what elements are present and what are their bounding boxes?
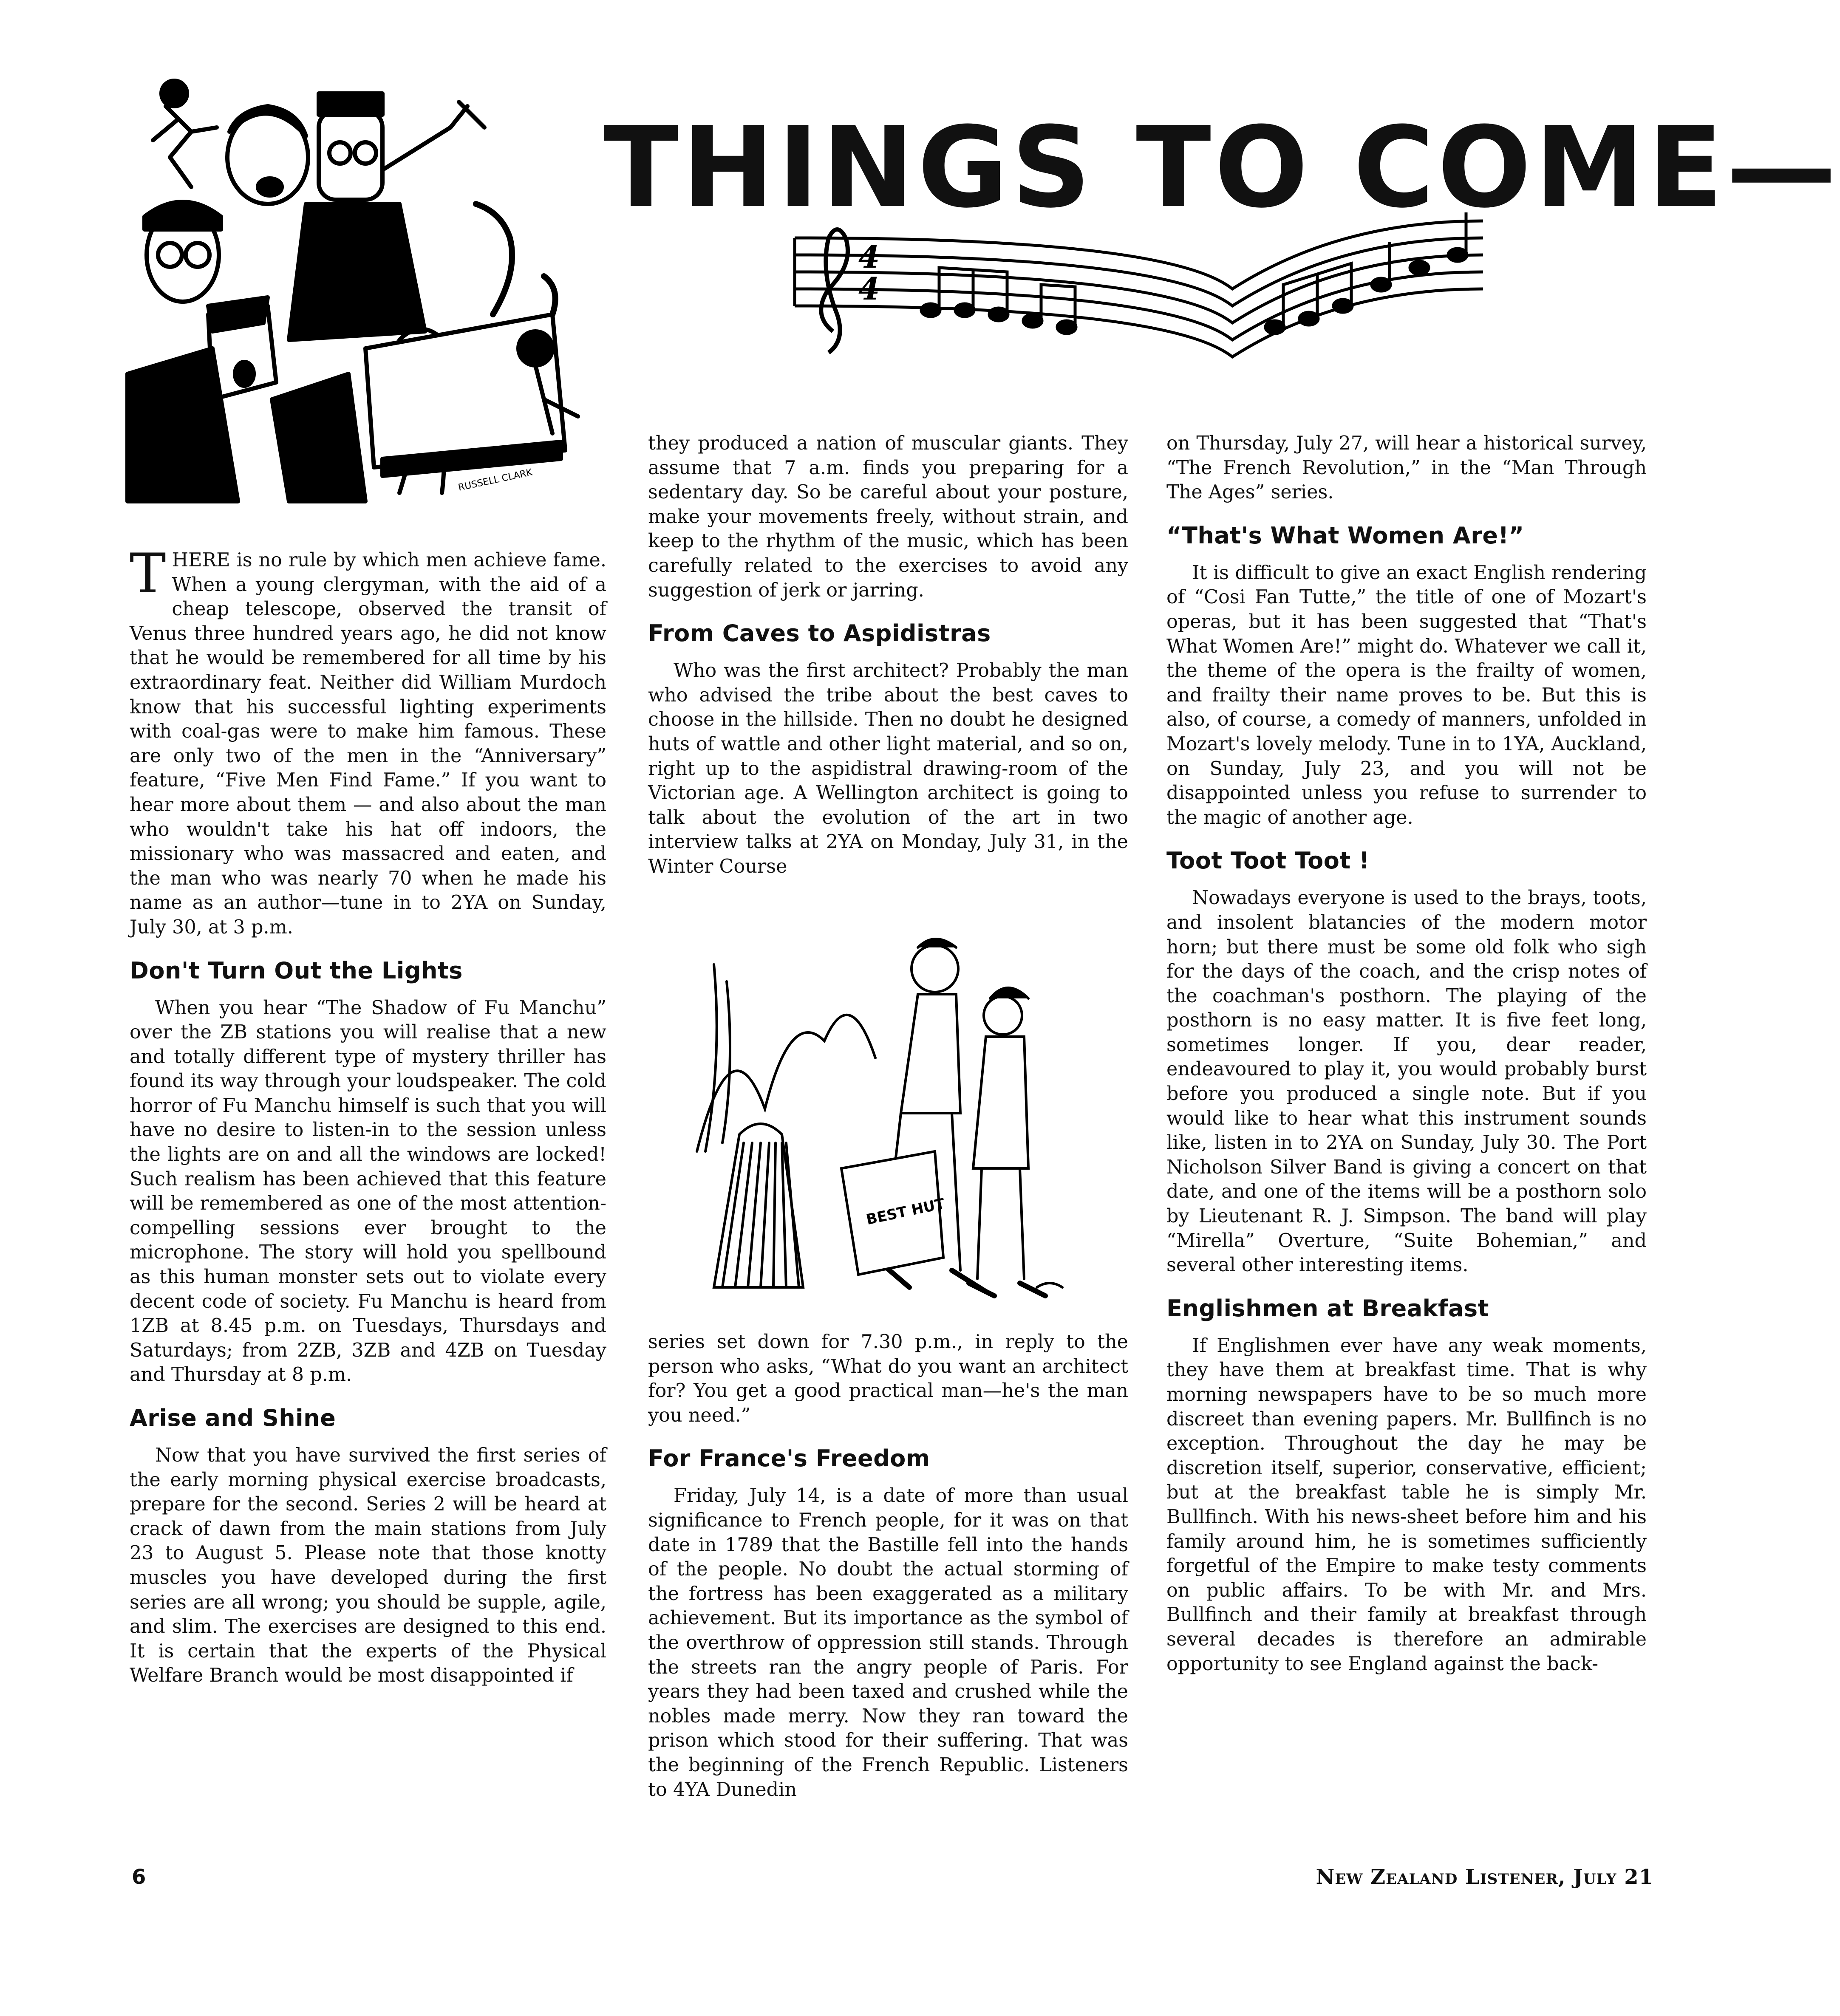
paragraph-continued-france: on Thursday, July 27, will hear a historical survey, “The French Revolution,” in the “Man Through The Ages” series. [1166, 433, 1647, 503]
heading-lights: Don't Turn Out the Lights [130, 957, 463, 984]
heading-caves: From Caves to Aspidistras [648, 620, 991, 647]
column-2-lower [648, 1330, 1128, 1802]
music-staff-illustration [786, 212, 1636, 382]
paragraph-france: Friday, July 14, is a date of more than usual significance to French people, for it was on that date in 1789 that the Bastille fell into the hands of the people. No doubt the actual storming of the fortress has been exaggerated as a military achievement. But its importance as the symbol of the overthrow of oppression still stands. Through the streets ran the angry people of Paris. For years they had been taxed and crushed while the nobles made merry. Now they ran toward the prison which stood for their suffering. That was the beginning of the French Republic. Listeners to 4YA Dunedin [648, 1485, 1128, 1801]
paragraph-women: It is difficult to give an exact English rendering of “Cosi Fan Tutte,” the title of one of Mozart's operas, but it has been suggested that “That's What Women Are!” might do. Whatever we call it, the theme of the opera is the frailty of women, and frailty their name proves to be. But this is also, of course, a comedy of manners, unfolded in Mozart's lovely melody. Tune in to 1YA, Auckland, on Sunday, July 23, and you will not be disappointed unless you refuse to surrender to the magic of another age. [1166, 562, 1647, 828]
heading-toot: Toot Toot Toot ! [1166, 847, 1370, 874]
time-signature-top: 4 [858, 239, 880, 275]
heading-english: Englishmen at Breakfast [1166, 1295, 1489, 1322]
paragraph-lights: When you hear “The Shadow of Fu Manchu” over the ZB stations you will realise that a new and totally different type of mystery thriller has found its way through your loudspeaker. The cold horror of Fu Manchu himself is such that you will have no desire to listen-in to the session unless the lights are on and all the windows are locked! Such realism has been achieved that this feature will be remembered as one of the most attention-compelling sessions ever brought to the microphone. The story will hold you spellbound as this human monster sets out to violate every decent code of society. Fu Manchu is heard from 1ZB at 8.45 p.m. on Tuesdays, Thursdays and Saturdays; from 2ZB, 3ZB and 4ZB on Tuesday and Thursday at 8 p.m. [130, 997, 606, 1386]
paragraph-continued-caves: series set down for 7.30 p.m., in reply to the person who asks, “What do you want an architect for? You get a good practical man—he's the man you need.” [648, 1331, 1128, 1426]
heading-france: For France's Freedom [648, 1445, 930, 1472]
cave-people-illustration [697, 930, 1079, 1309]
hut-sign-text: BEST HUT [864, 1195, 946, 1229]
drop-cap: T [130, 542, 166, 605]
paragraph-continued-arise: they produced a nation of muscular giants. They assume that 7 a.m. finds you preparing for a sedentary day. So be careful about your posture, make your movements freely, without strain, and keep to the rhythm of the music, which has been carefully related to the exercises to avoid any suggestion of jerk or jarring. [648, 433, 1128, 601]
page-number: 6 [132, 1865, 146, 1889]
intro-paragraph [130, 542, 606, 940]
intro-text: HERE is no rule by which men achieve fame. When a young clergyman, with the aid of a cheap telescope, observed the transit of Venus three hundred years ago, he did not know that he would be remembered for all time by his extraordinary feat. Neither did William Murdoch know that his successful lighting experiments with coal-gas were to make him famous. These are only two of the men in the “Anniversary” feature, “Five Men Find Fame.” If you want to hear more about them — and also about the man who wouldn't take his hat off indoors, the missionary who was massacred and eaten, and the man who was nearly 70 when he made his name as an author—tune in to 2YA on Sunday, July 30, at 3 p.m. [130, 549, 606, 938]
jazz-band-illustration [127, 76, 586, 514]
paragraph-toot: Nowadays everyone is used to the brays, toots, and insolent blatancies of the modern motor horn; but there must be some old folk who sigh for the days of the coach, and the crisp notes of the coachman's posthorn. The playing of the posthorn is no easy matter. It is five feet long, sometimes longer. If you, dear reader, endeavoured to play it, you would probably burst before you produced a single note. But if you would like to hear what this instrument sounds like, listen in to 2YA on Sunday, July 30. The Port Nicholson Silver Band is giving a concert on that date, and one of the items will be a posthorn solo by Lieutenant R. J. Simpson. The band will play “Mirella” Overture, “Suite Bohemian,” and several other interesting items. [1166, 887, 1647, 1276]
illustrator-signature: RUSSELL CLARK [457, 467, 533, 493]
paragraph-arise: Now that you have survived the first series of the early morning physical exercise broadcasts, prepare for the second. Series 2 will be heard at crack of dawn from the main stations from July 23 to August 5. Please note that those knotty muscles you have developed during the first series are all wrong; you should be supple, agile, and slim. The exercises are designed to this end. It is certain that the experts of the Physical Welfare Branch would be most disappointed if [130, 1445, 606, 1687]
heading-arise: Arise and Shine [130, 1405, 336, 1431]
paragraph-english: If Englishmen ever have any weak moments, they have them at breakfast time. That is why morning newspapers have to be so much more discreet than evening papers. Mr. Bullfinch is no exception. Throughout the day he may be discretion itself, superior, conservative, efficient; but at the breakfast table he is simply Mr. Bullfinch. With his news-sheet before him and his family around him, he is sometimes sufficiently forgetful of the Empire to make testy comments on public affairs. To be with Mr. and Mrs. Bullfinch and their family at breakfast through several decades is therefore an admirable opportunity to see England against the back- [1166, 1335, 1647, 1675]
heading-women: “That's What Women Are!” [1166, 522, 1524, 549]
column-2 [648, 431, 1128, 879]
page-title: THINGS TO COME— [603, 103, 1840, 232]
column-1 [130, 542, 606, 1688]
time-signature-bottom: 4 [858, 271, 880, 307]
column-3 [1166, 431, 1647, 1676]
paragraph-caves: Who was the first architect? Probably the man who advised the tribe about the best caves to choose in the hillside. Then no doubt he designed huts of wattle and other light material, and so on, right up to the aspidistral drawing-room of the Victorian age. A Wellington architect is going to talk about the evolution of the art in two interview talks at 2YA on Monday, July 31, in the Winter Course [648, 660, 1128, 877]
publication-footer: New Zealand Listener, July 21 [1316, 1865, 1653, 1889]
